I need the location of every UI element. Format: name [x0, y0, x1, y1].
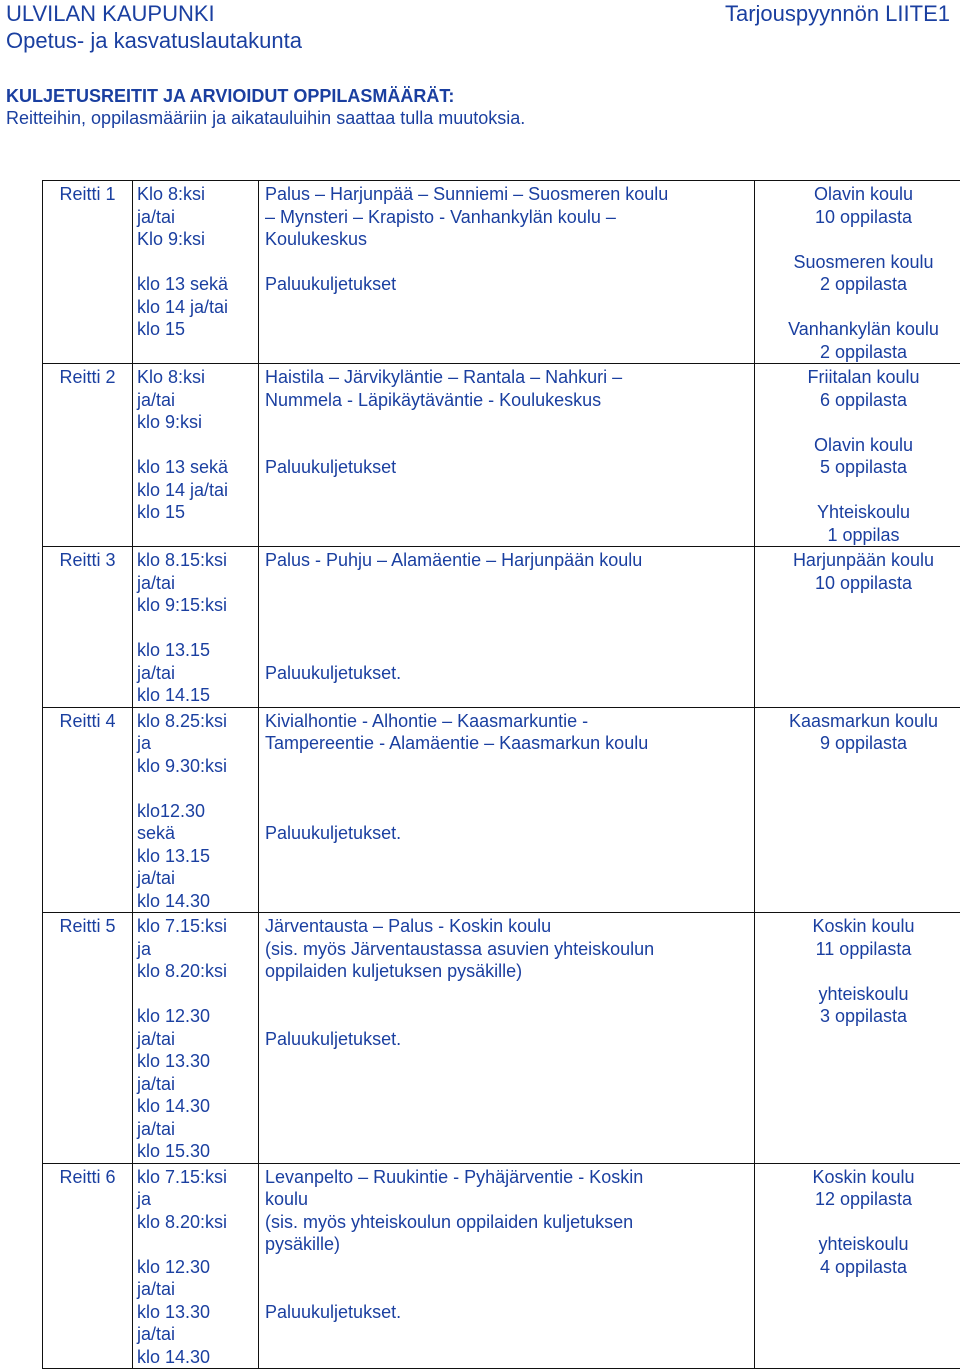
route-results-line: 10 oppilasta	[755, 206, 960, 229]
route-times-line: klo 8.20:ksi	[137, 1211, 258, 1234]
route-times-line: klo 14.30	[137, 1095, 258, 1118]
route-times-line: ja/tai	[137, 1028, 258, 1051]
route-times	[133, 707, 259, 913]
blank-line	[265, 251, 754, 274]
route-times-line: ja/tai	[137, 572, 258, 595]
route-times-line: klo 13.15	[137, 845, 258, 868]
route-results-line: 2 oppilasta	[755, 341, 960, 364]
route-results-line: 3 oppilasta	[755, 1005, 960, 1028]
route-times-line: Klo 8:ksi	[137, 183, 258, 206]
department-name: Opetus- ja kasvatuslautakunta	[6, 27, 302, 54]
org-name: ULVILAN KAUPUNKI	[6, 0, 215, 27]
route-description-line: (sis. myös yhteiskoulun oppilaiden kuljetuksen	[265, 1211, 754, 1234]
route-results-line: 5 oppilasta	[755, 456, 960, 479]
route-times	[133, 547, 259, 708]
route-times-line: klo 9:ksi	[137, 411, 258, 434]
route-times-line: klo 8.25:ksi	[137, 710, 258, 733]
route-times-line: klo 14 ja/tai	[137, 479, 258, 502]
route-description-line: Haistila – Järvikyläntie – Rantala – Nahkuri –	[265, 366, 754, 389]
blank-line	[265, 800, 754, 823]
route-results-line: Vanhankylän koulu	[755, 318, 960, 341]
blank-line	[265, 411, 754, 434]
route-results	[755, 364, 960, 547]
route-times-line: klo 15	[137, 318, 258, 341]
route-name: Reitti 4	[43, 707, 133, 913]
routes-table	[42, 180, 960, 1369]
route-times-line: klo 8.15:ksi	[137, 549, 258, 572]
route-times-line: klo 14.30	[137, 890, 258, 913]
route-times-line: klo 13 sekä	[137, 456, 258, 479]
route-row	[43, 364, 960, 547]
blank-line	[755, 960, 960, 983]
route-times-line: klo 15.30	[137, 1140, 258, 1163]
route-description-line: Levanpelto – Ruukintie - Pyhäjärventie - Koskin	[265, 1166, 754, 1189]
route-description-line: Koulukeskus	[265, 228, 754, 251]
route-results-line: Friitalan koulu	[755, 366, 960, 389]
route-times-line: ja	[137, 1188, 258, 1211]
blank-line	[265, 617, 754, 640]
route-times-line: klo 7.15:ksi	[137, 915, 258, 938]
route-row	[43, 547, 960, 708]
route-results-line: 9 oppilasta	[755, 732, 960, 755]
blank-line	[137, 434, 258, 457]
section-subtitle: Reitteihin, oppilasmääriin ja aikatauluihin saattaa tulla muutoksia.	[6, 107, 950, 129]
section-title: KULJETUSREITIT JA ARVIOIDUT OPPILASMÄÄRÄT:	[6, 85, 950, 107]
route-results	[755, 181, 960, 364]
route-row	[43, 913, 960, 1164]
route-times-line: klo 13.30	[137, 1301, 258, 1324]
header-row-1	[6, 0, 950, 27]
route-description	[259, 364, 755, 547]
route-description-line: Paluukuljetukset.	[265, 1028, 754, 1051]
route-results-line: 4 oppilasta	[755, 1256, 960, 1279]
route-description-line: Paluukuljetukset.	[265, 1301, 754, 1324]
route-results	[755, 547, 960, 708]
route-results-line: 6 oppilasta	[755, 389, 960, 412]
blank-line	[755, 296, 960, 319]
route-name: Reitti 2	[43, 364, 133, 547]
blank-line	[755, 228, 960, 251]
route-times	[133, 1163, 259, 1369]
route-results	[755, 707, 960, 913]
route-results-line: 2 oppilasta	[755, 273, 960, 296]
route-times-line: ja/tai	[137, 206, 258, 229]
route-times-line: ja/tai	[137, 1118, 258, 1141]
route-results-line: Olavin koulu	[755, 434, 960, 457]
route-times-line: sekä	[137, 822, 258, 845]
route-description	[259, 707, 755, 913]
route-description-line: Palus – Harjunpää – Sunniemi – Suosmeren koulu	[265, 183, 754, 206]
route-times	[133, 181, 259, 364]
route-results-line: Olavin koulu	[755, 183, 960, 206]
route-times-line: klo 7.15:ksi	[137, 1166, 258, 1189]
route-times-line: ja/tai	[137, 1278, 258, 1301]
route-times-line: klo12.30	[137, 800, 258, 823]
routes-table-body	[43, 181, 960, 1369]
blank-line	[265, 572, 754, 595]
route-times-line: klo 13.15	[137, 639, 258, 662]
route-times-line: klo 12.30	[137, 1256, 258, 1279]
route-times-line: klo 9:15:ksi	[137, 594, 258, 617]
route-description	[259, 1163, 755, 1369]
route-description-line: koulu	[265, 1188, 754, 1211]
route-results-line: yhteiskoulu	[755, 983, 960, 1006]
blank-line	[137, 617, 258, 640]
route-description-line: Paluukuljetukset	[265, 273, 754, 296]
route-description-line: Palus - Puhju – Alamäentie – Harjunpään koulu	[265, 549, 754, 572]
blank-line	[137, 251, 258, 274]
route-times-line: Klo 8:ksi	[137, 366, 258, 389]
route-description	[259, 181, 755, 364]
route-description	[259, 547, 755, 708]
route-description-line: Paluukuljetukset.	[265, 822, 754, 845]
route-times-line: klo 13 sekä	[137, 273, 258, 296]
route-row	[43, 707, 960, 913]
blank-line	[265, 983, 754, 1006]
route-times	[133, 913, 259, 1164]
route-results-line: 11 oppilasta	[755, 938, 960, 961]
route-description-line: Paluukuljetukset	[265, 456, 754, 479]
route-times	[133, 364, 259, 547]
route-description-line: Nummela - Läpikäytäväntie - Koulukeskus	[265, 389, 754, 412]
route-row	[43, 181, 960, 364]
route-name: Reitti 5	[43, 913, 133, 1164]
route-times-line: ja/tai	[137, 662, 258, 685]
route-name: Reitti 6	[43, 1163, 133, 1369]
blank-line	[755, 479, 960, 502]
route-description-line: oppilaiden kuljetuksen pysäkille)	[265, 960, 754, 983]
route-results-line: Koskin koulu	[755, 915, 960, 938]
blank-line	[265, 755, 754, 778]
route-results-line: Suosmeren koulu	[755, 251, 960, 274]
route-description-line: Kivialhontie - Alhontie – Kaasmarkuntie -	[265, 710, 754, 733]
route-times-line: klo 14 ja/tai	[137, 296, 258, 319]
blank-line	[265, 1005, 754, 1028]
document-header	[6, 0, 950, 129]
route-times-line: klo 14.30	[137, 1346, 258, 1369]
blank-line	[137, 983, 258, 1006]
blank-line	[137, 1233, 258, 1256]
route-results	[755, 913, 960, 1164]
blank-line	[265, 777, 754, 800]
route-times-line: klo 9.30:ksi	[137, 755, 258, 778]
route-description-line: Järventausta – Palus - Koskin koulu	[265, 915, 754, 938]
route-results-line: Harjunpään koulu	[755, 549, 960, 572]
route-results-line: 1 oppilas	[755, 524, 960, 547]
route-times-line: klo 12.30	[137, 1005, 258, 1028]
route-results-line: 10 oppilasta	[755, 572, 960, 595]
route-times-line: ja/tai	[137, 389, 258, 412]
route-description-line: (sis. myös Järventaustassa asuvien yhteiskoulun	[265, 938, 754, 961]
route-results-line: yhteiskoulu	[755, 1233, 960, 1256]
route-description-line: pysäkille)	[265, 1233, 754, 1256]
blank-line	[755, 1211, 960, 1234]
route-results-line: Koskin koulu	[755, 1166, 960, 1189]
doc-reference: Tarjouspyynnön LIITE1	[725, 0, 950, 27]
route-description	[259, 913, 755, 1164]
route-description-line: Tampereentie - Alamäentie – Kaasmarkun koulu	[265, 732, 754, 755]
blank-line	[265, 1256, 754, 1279]
route-results-line: Kaasmarkun koulu	[755, 710, 960, 733]
route-times-line: ja/tai	[137, 1073, 258, 1096]
route-description-line: – Mynsteri – Krapisto - Vanhankylän koulu –	[265, 206, 754, 229]
route-times-line: ja	[137, 938, 258, 961]
blank-line	[265, 594, 754, 617]
route-times-line: klo 8.20:ksi	[137, 960, 258, 983]
route-times-line: klo 13.30	[137, 1050, 258, 1073]
route-times-line: ja/tai	[137, 867, 258, 890]
route-times-line: klo 14.15	[137, 684, 258, 707]
route-row	[43, 1163, 960, 1369]
blank-line	[137, 777, 258, 800]
blank-line	[265, 434, 754, 457]
route-results	[755, 1163, 960, 1369]
route-results-line: 12 oppilasta	[755, 1188, 960, 1211]
blank-line	[265, 639, 754, 662]
blank-line	[755, 411, 960, 434]
header-row-2	[6, 27, 950, 54]
route-times-line: ja/tai	[137, 1323, 258, 1346]
route-times-line: Klo 9:ksi	[137, 228, 258, 251]
route-description-line: Paluukuljetukset.	[265, 662, 754, 685]
route-times-line: ja	[137, 732, 258, 755]
route-results-line: Yhteiskoulu	[755, 501, 960, 524]
route-name: Reitti 3	[43, 547, 133, 708]
route-times-line: klo 15	[137, 501, 258, 524]
route-name: Reitti 1	[43, 181, 133, 364]
blank-line	[265, 1278, 754, 1301]
